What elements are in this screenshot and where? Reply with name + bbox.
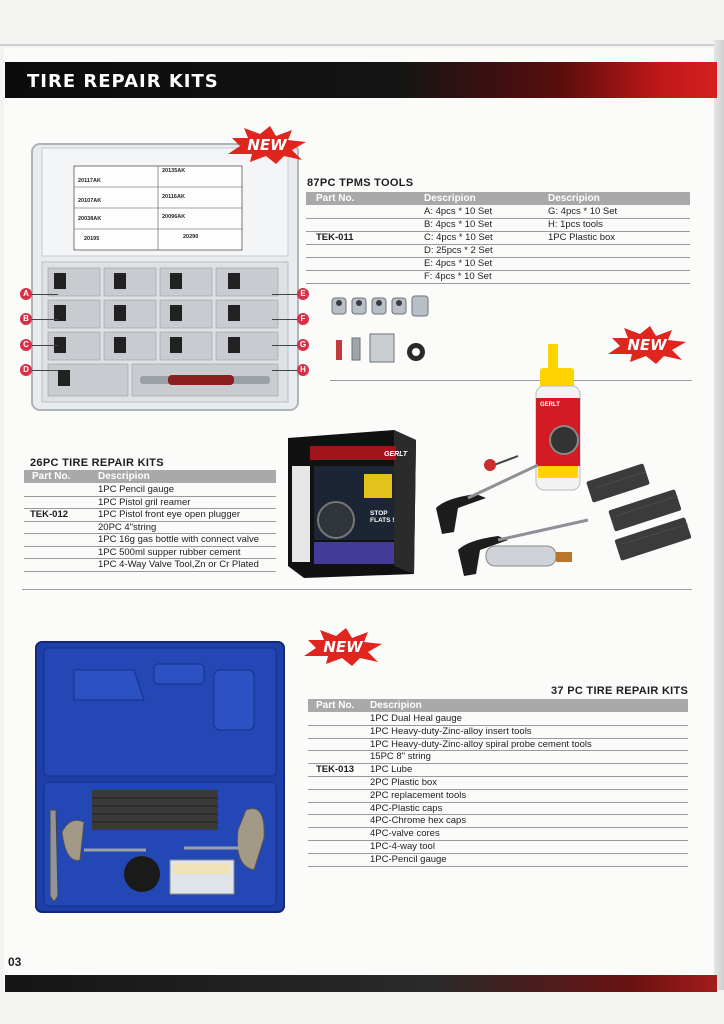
box-label-code: 20135AK <box>162 168 186 174</box>
desc-cell: 2PC replacement tools <box>370 789 467 801</box>
part-number: TEK-012 <box>30 509 69 520</box>
table-row <box>308 789 688 803</box>
desc-cell: G: 4pcs * 10 Set <box>548 206 618 217</box>
callout-c: C <box>20 339 32 351</box>
callout-g: G <box>297 339 309 351</box>
callout-leader <box>272 370 297 371</box>
col-part-no: Part No. <box>316 193 355 204</box>
tire-repair-tools-image <box>428 340 698 580</box>
callout-leader <box>272 319 297 320</box>
desc-cell: 1PC 16g gas bottle with connect valve <box>98 534 260 545</box>
col-description: Descripion <box>98 471 150 482</box>
table-row <box>306 231 690 245</box>
top-edge-line <box>0 44 724 46</box>
desc-cell: 1PC-Pencil gauge <box>370 853 447 865</box>
desc-cell: 1PC Heavy-duty-Zinc-alloy insert tools <box>370 725 532 737</box>
section2-title: 26PC TIRE REPAIR KITS <box>30 457 164 469</box>
desc-cell: 1PC Lube <box>370 764 413 776</box>
box-label-code: 20117AK <box>78 178 101 184</box>
desc-cell: 1PC Dual Heal gauge <box>370 713 462 724</box>
callout-b: B <box>20 313 32 325</box>
desc-cell: 2PC Plastic box <box>370 777 438 788</box>
box-label-code: 20195 <box>84 236 100 242</box>
callout-h: H <box>297 364 309 376</box>
table-row <box>308 738 688 752</box>
bottle-brand-text: GERLT <box>540 402 560 408</box>
desc-cell: 1PC-4-way tool <box>370 841 435 852</box>
desc-cell: 4PC-valve cores <box>370 828 440 840</box>
callout-leader <box>32 294 58 295</box>
section3-table-header <box>308 699 688 712</box>
header-banner <box>5 62 717 98</box>
desc-cell: D: 25pcs * 2 Set <box>424 245 493 256</box>
page-title: TIRE REPAIR KITS <box>27 71 219 92</box>
page-number: 03 <box>8 955 22 969</box>
table-row <box>306 205 690 219</box>
new-badge-text: NEW <box>627 336 667 354</box>
table-row <box>306 257 690 271</box>
table-row <box>308 853 688 867</box>
callout-f: F <box>297 313 309 325</box>
table-row <box>308 776 688 790</box>
callout-leader <box>272 294 297 295</box>
new-badge-text: NEW <box>323 638 363 656</box>
desc-cell: 4PC-Plastic caps <box>370 802 443 814</box>
desc-cell: 1PC Heavy-duty-Zinc-alloy spiral probe cement tools <box>370 738 592 750</box>
box-label-code: 20116AK <box>162 194 185 200</box>
box-label-code: 20096AK <box>162 214 186 220</box>
table-row <box>308 814 688 828</box>
col-description: Descripion <box>370 700 422 711</box>
callout-leader <box>32 319 58 320</box>
table-row <box>308 725 688 739</box>
desc-cell: 1PC Pistol front eye open plugger <box>98 509 241 520</box>
col-part-no: Part No. <box>316 700 355 711</box>
desc-cell: 1PC Plastic box <box>548 232 616 243</box>
col-description: Descripion <box>424 193 476 204</box>
tpms-caps-image <box>326 290 438 370</box>
desc-cell: 4PC-Chrome hex caps <box>370 815 467 827</box>
new-badge-text: NEW <box>247 136 287 154</box>
footer-bar <box>5 975 717 992</box>
new-badge <box>226 124 308 164</box>
table-row <box>308 763 688 777</box>
desc-cell: C: 4pcs * 10 Set <box>424 232 493 243</box>
section-divider <box>22 589 692 590</box>
desc-cell: H: 1pcs tools <box>548 219 603 230</box>
page-binding-edge <box>714 40 724 990</box>
table-row <box>24 558 276 572</box>
desc-cell: 1PC Pencil gauge <box>98 484 175 495</box>
box-brand-text: GERLT <box>384 451 408 458</box>
col-description: Descripion <box>548 193 600 204</box>
table-row <box>308 827 688 841</box>
table-row <box>308 750 688 764</box>
col-part-no: Part No. <box>32 471 71 482</box>
box-stop-text: STOP FLATS ! <box>370 510 395 524</box>
table-row <box>308 712 688 726</box>
desc-cell: 20PC 4"string <box>98 521 157 533</box>
table-row <box>308 802 688 816</box>
section2-table-header <box>24 470 276 483</box>
desc-cell: 15PC 8" string <box>370 751 431 763</box>
desc-cell: B: 4pcs * 10 Set <box>424 219 493 230</box>
callout-leader <box>272 345 297 346</box>
callout-leader <box>32 370 58 371</box>
desc-cell: E: 4pcs * 10 Set <box>424 258 493 269</box>
blue-case-kit-image <box>34 640 286 914</box>
part-number: TEK-011 <box>316 232 354 243</box>
section1-title: 87PC TPMS TOOLS <box>307 177 414 189</box>
desc-cell: F: 4pcs * 10 Set <box>424 271 492 282</box>
callout-d: D <box>20 364 32 376</box>
box-label-code: 20038AK <box>78 216 102 222</box>
table-row <box>306 244 690 258</box>
box-label-code: 20107AK <box>78 198 102 204</box>
desc-cell: A: 4pcs * 10 Set <box>424 206 493 217</box>
table-row <box>308 840 688 854</box>
part-number: TEK-013 <box>316 764 355 776</box>
desc-cell: 1PC Pistol gril reamer <box>98 496 191 508</box>
callout-a: A <box>20 288 32 300</box>
box-label-code: 20290 <box>183 234 199 240</box>
tpms-organizer-box-image <box>28 140 303 415</box>
tire-repair-retail-box-image <box>284 426 420 580</box>
desc-cell: 1PC 4-Way Valve Tool,Zn or Cr Plated <box>98 559 259 570</box>
callout-leader <box>32 345 58 346</box>
table-row <box>306 218 690 232</box>
section1-table-header <box>306 192 690 205</box>
callout-e: E <box>297 288 309 300</box>
section3-title: 37 PC TIRE REPAIR KITS <box>551 685 689 697</box>
table-row <box>306 270 690 284</box>
desc-cell: 1PC 500ml supper rubber cement <box>98 546 241 558</box>
new-badge <box>302 626 384 666</box>
